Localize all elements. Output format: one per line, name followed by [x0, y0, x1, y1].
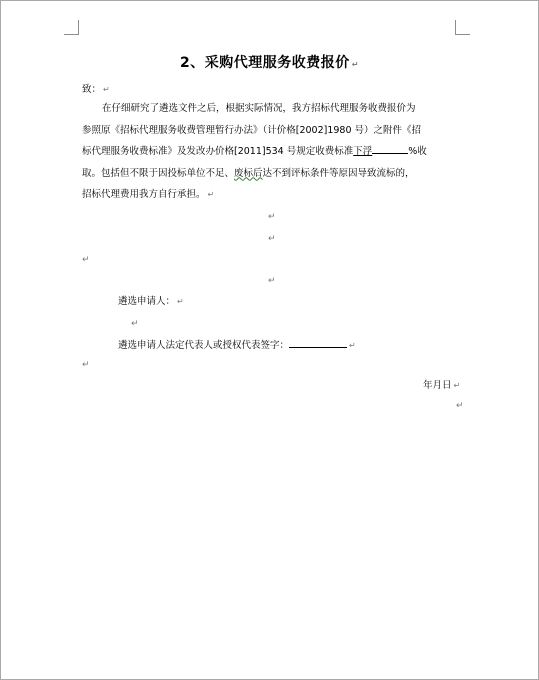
paragraph-mark: ↵: [103, 85, 110, 94]
margin-corner-top-left: [64, 20, 79, 35]
discount-field[interactable]: 下浮: [353, 146, 373, 157]
empty-paragraph-mark: ↵: [82, 360, 90, 370]
signature-line: 遴选申请人法定代表人或授权代表签字： ↵: [118, 337, 356, 351]
empty-paragraph-mark: ↵: [131, 319, 139, 329]
signature-blank[interactable]: [289, 337, 347, 348]
body-paragraph: 在仔细研究了遴选文件之后，根据实际情况，我方招标代理服务收费报价为 参照原《招标代理服务收费管理暂行办法》（计价格[2002]1980 号）之附件《招 标代理服务收费标准》及发改办价格[2011]534 号规定收费标准下浮 %收 取。包括但不限于因投标单位不足、废标后达不到评标条件等原因导致流标的， 招标代理费用我方自行承担。 ↵: [82, 103, 427, 200]
margin-corner-top-right: [455, 20, 470, 35]
paragraph-mark: ↵: [351, 60, 359, 69]
empty-paragraph-mark: ↵: [82, 255, 90, 265]
empty-paragraph-mark: ↵: [268, 212, 276, 222]
document-title: 2、采购代理服务收费报价 ↵: [180, 55, 359, 71]
paragraph-mark: ↵: [453, 381, 461, 390]
paragraph-mark: ↵: [207, 190, 215, 199]
empty-paragraph-mark: ↵: [456, 401, 464, 411]
greeting: 致： ↵: [82, 84, 110, 95]
date-line: 年月日 ↵: [423, 380, 461, 391]
empty-paragraph-mark: ↵: [268, 234, 276, 244]
paragraph-mark: ↵: [349, 341, 356, 350]
grammar-flagged-text: 废标后: [234, 167, 263, 179]
paragraph-mark: ↵: [177, 297, 184, 306]
empty-paragraph-mark: ↵: [268, 276, 276, 286]
discount-blank[interactable]: [372, 143, 408, 154]
applicant-line: 遴选申请人： ↵: [118, 296, 184, 307]
